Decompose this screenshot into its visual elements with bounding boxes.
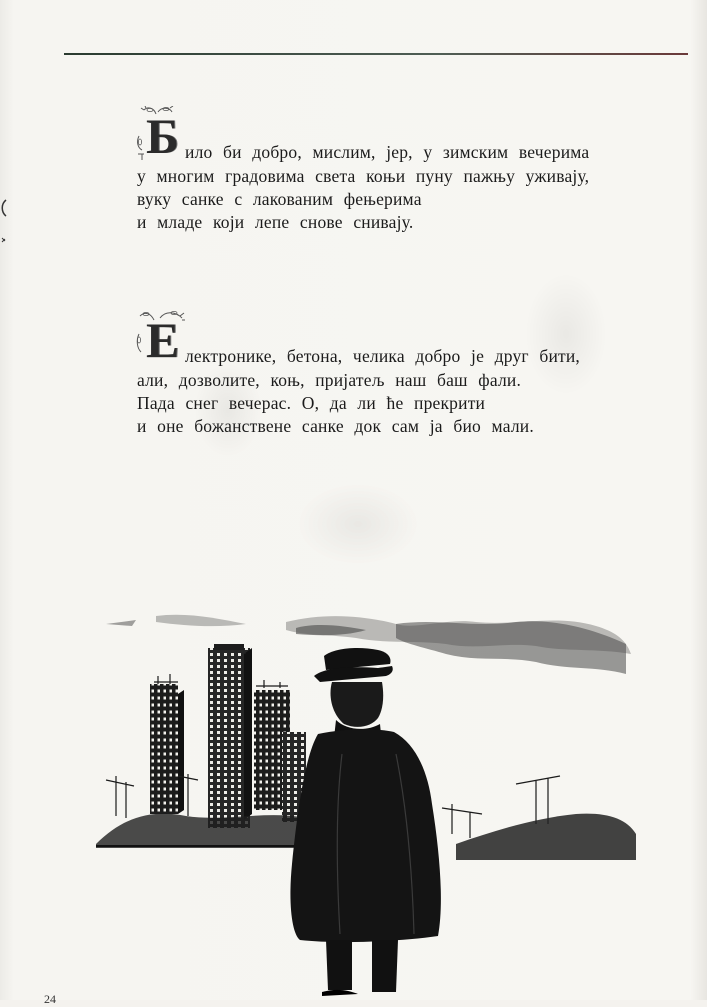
- dropcap-letter: Е: [146, 312, 180, 368]
- top-rule: [64, 53, 688, 55]
- page-number: 24: [44, 992, 56, 1006]
- dropcap-b: [136, 106, 186, 164]
- stanza-2-line-4: и оне божанствене санке док сам ја био мали.: [137, 416, 534, 436]
- stanza-1-line-2: у многим градовима света коњи пуну пажњу уживају,: [137, 166, 590, 186]
- dropcap-e: [136, 310, 186, 368]
- stanza-1-line-4: и младе који лепе снове снивају.: [137, 212, 414, 232]
- stanza-2-line-3: Пада снег вечерас. О, да ли ће прекрити: [137, 393, 486, 413]
- stanza-1-line-1: ило би добро, мислим, јер, у зимским вечерима: [185, 142, 590, 162]
- dropcap-letter: Б: [146, 108, 180, 164]
- stanza-1-line-3: вуку санке с лакованим фењерима: [137, 189, 422, 209]
- ink-illustration: [96, 604, 642, 1000]
- stanza-2-line-2: али, дозволите, коњ, пријатељ наш баш фали.: [137, 370, 522, 390]
- man-in-coat-illustration-icon: [96, 604, 642, 1000]
- stanza-2-line-1: лектронике, бетона, челика добро је друг бити,: [185, 346, 581, 366]
- edge-mark: [0, 196, 8, 256]
